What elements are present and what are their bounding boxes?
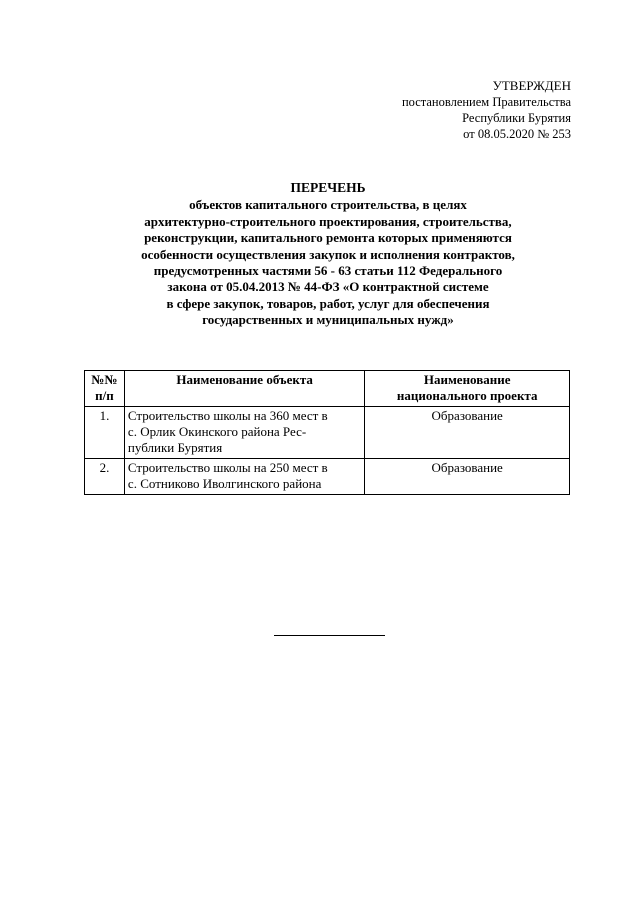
heading-line: архитектурно-строительного проектирования, строительства, xyxy=(144,213,512,229)
heading-line: в сфере закупок, товаров, работ, услуг для обеспечения xyxy=(166,295,490,311)
header-number: №№ п/п xyxy=(85,371,125,407)
approval-stamp xyxy=(402,78,571,142)
document-heading xyxy=(82,180,574,329)
end-divider xyxy=(274,635,385,636)
row-number: 1. xyxy=(85,407,125,459)
object-name: Строительство школы на 250 мест в с. Сотниково Иволгинского района xyxy=(124,459,364,495)
heading-line: закона от 05.04.2013 № 44-ФЗ «О контрактной системе xyxy=(167,279,489,295)
approval-line: Республики Бурятия xyxy=(462,111,571,125)
approval-title: УТВЕРЖДЕН xyxy=(492,78,571,93)
header-object-name: Наименование объекта xyxy=(124,371,364,407)
national-project: Образование xyxy=(365,407,570,459)
heading-line: предусмотренных частями 56 - 63 статьи 112 Федерального xyxy=(153,263,503,279)
table-row xyxy=(85,407,570,459)
heading-line: особенности осуществления закупок и исполнения контрактов, xyxy=(141,246,515,262)
national-project: Образование xyxy=(365,459,570,495)
approval-date-number: от 08.05.2020 № 253 xyxy=(463,127,571,141)
object-name: Строительство школы на 360 мест в с. Орлик Окинского района Рес- публики Бурятия xyxy=(124,407,364,459)
heading-line: государственных и муниципальных нужд» xyxy=(202,312,454,328)
row-number: 2. xyxy=(85,459,125,495)
table-row xyxy=(85,459,570,495)
document-title: ПЕРЕЧЕНЬ xyxy=(290,180,366,195)
heading-line: реконструкции, капитального ремонта которых применяются xyxy=(144,230,512,246)
heading-line: объектов капитального строительства, в целях xyxy=(189,197,467,213)
table-header-row xyxy=(85,371,570,407)
header-national-project: Наименование национального проекта xyxy=(365,371,570,407)
approval-line: постановлением Правительства xyxy=(401,95,571,109)
objects-table xyxy=(84,370,570,495)
